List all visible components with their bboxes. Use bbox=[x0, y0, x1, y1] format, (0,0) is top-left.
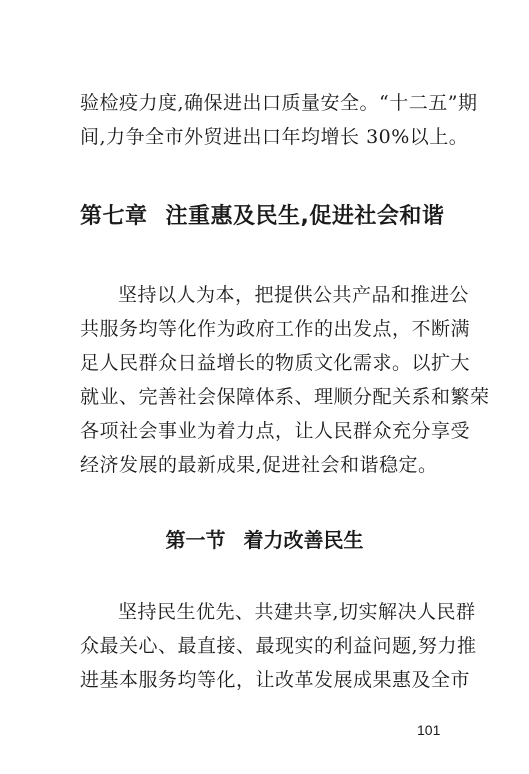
page-number: 101 bbox=[417, 722, 441, 738]
intro-line: 验检疫力度,确保进出口质量安全。“十二五”期 bbox=[80, 92, 478, 114]
chapter-body-line: 坚持以人为本，把提供公共产品和推进公 bbox=[118, 284, 470, 306]
section-heading bbox=[0, 524, 529, 553]
chapter-heading bbox=[80, 199, 460, 230]
chapter-number: 第七章 bbox=[80, 204, 148, 229]
chapter-title: 注重惠及民生,促进社会和谐 bbox=[165, 204, 445, 229]
section-title: 着力改善民生 bbox=[243, 528, 364, 552]
intro-line: 间,力争全市外贸进出口年均增长 30%以上。 bbox=[80, 126, 469, 148]
section-number: 第一节 bbox=[165, 528, 226, 552]
intro-paragraph bbox=[80, 86, 478, 154]
chapter-body-line: 经济发展的最新成果,促进社会和谐稳定。 bbox=[80, 454, 438, 476]
section-body-line: 众最关心、最直接、最现实的利益问题,努力推 bbox=[80, 635, 477, 657]
chapter-body-paragraph bbox=[80, 278, 490, 482]
section-body-paragraph bbox=[80, 595, 477, 697]
chapter-body-line: 共服务均等化作为政府工作的出发点，不断满 bbox=[80, 318, 471, 340]
chapter-body-line: 足人民群众日益增长的物质文化需求。以扩大 bbox=[80, 352, 471, 374]
chapter-body-line: 各项社会事业为着力点，让人民群众充分享受 bbox=[80, 420, 471, 442]
section-body-line: 坚持民生优先、共建共享,切实解决人民群 bbox=[118, 601, 476, 623]
chapter-body-line: 就业、完善社会保障体系、理顺分配关系和繁荣 bbox=[80, 386, 490, 408]
section-body-line: 进基本服务均等化，让改革发展成果惠及全市 bbox=[80, 669, 471, 691]
